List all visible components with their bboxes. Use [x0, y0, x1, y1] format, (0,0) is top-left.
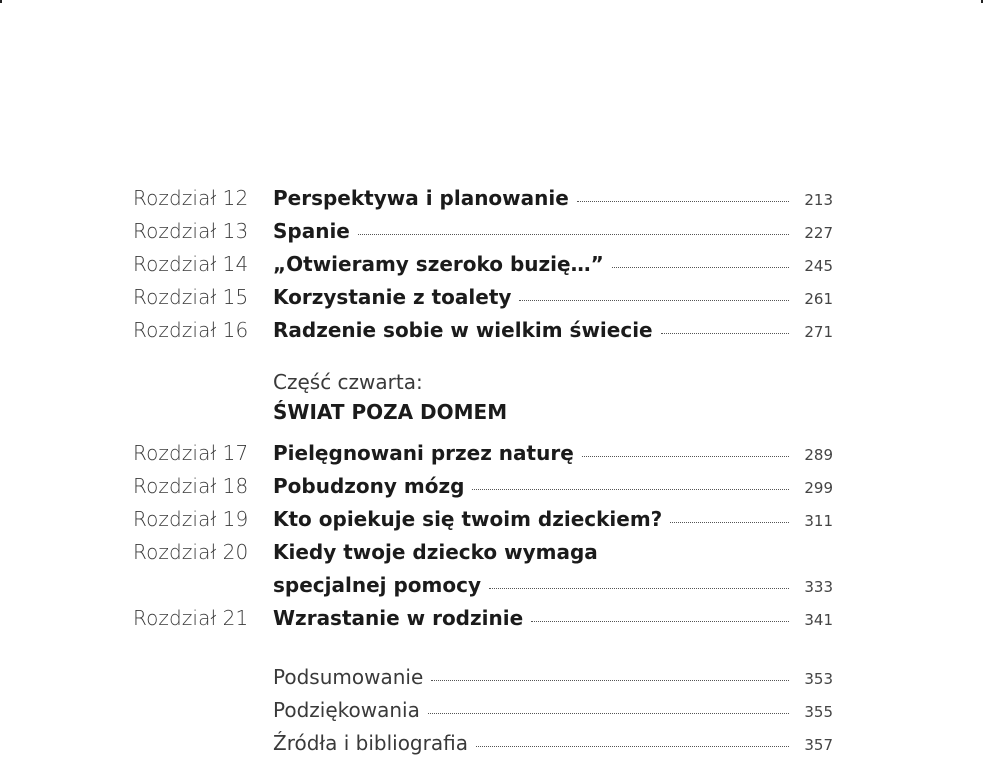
- page-number: 261: [804, 290, 833, 308]
- page-number: 289: [804, 446, 833, 464]
- chapter-number: Rozdział 15: [133, 285, 249, 309]
- chapter-number: Rozdział 20: [133, 540, 249, 564]
- chapter-title: Pobudzony mózg: [273, 474, 465, 498]
- toc-entry-chapter-14[interactable]: [133, 249, 833, 282]
- dot-leader: [661, 333, 789, 334]
- part-title: ŚWIAT POZA DOMEM: [273, 400, 508, 424]
- dot-leader: [431, 680, 789, 681]
- chapter-number: Rozdział 16: [133, 318, 249, 342]
- toc-entry-chapter-21[interactable]: [133, 603, 833, 636]
- toc-entry-chapter-17[interactable]: [133, 438, 833, 471]
- chapter-title: „Otwieramy szeroko buzię…”: [273, 252, 604, 276]
- dot-leader: [428, 713, 789, 714]
- page-number: 357: [804, 736, 833, 754]
- page-number: 353: [804, 670, 833, 688]
- toc-entry-chapter-12[interactable]: [133, 183, 833, 216]
- table-of-contents: [133, 183, 833, 761]
- dot-leader: [519, 300, 789, 301]
- back-matter-title: Podsumowanie: [273, 665, 424, 689]
- chapter-number: Rozdział 17: [133, 441, 249, 465]
- chapter-title: Wzrastanie w rodzinie: [273, 606, 524, 630]
- page-number: 245: [804, 257, 833, 275]
- chapter-number: Rozdział 14: [133, 252, 249, 276]
- chapter-title: Kto opiekuje się twoim dzieckiem?: [273, 507, 663, 531]
- chapter-number: Rozdział 19: [133, 507, 249, 531]
- section-gap: [133, 348, 833, 370]
- page-number: 271: [804, 323, 833, 341]
- toc-entry-chapter-19[interactable]: [133, 504, 833, 537]
- toc-entry-chapter-13[interactable]: [133, 216, 833, 249]
- page-number: 213: [804, 191, 833, 209]
- toc-entry-chapter-15[interactable]: [133, 282, 833, 315]
- toc-entry-sources-bibliography[interactable]: [133, 728, 833, 761]
- toc-entry-summary[interactable]: [133, 662, 833, 695]
- chapter-title: Perspektywa i planowanie: [273, 186, 569, 210]
- section-gap: [133, 636, 833, 662]
- dot-leader: [476, 746, 789, 747]
- back-matter-title: Źródła i bibliografia: [273, 731, 468, 755]
- dot-leader: [358, 234, 789, 235]
- chapter-number: Rozdział 18: [133, 474, 249, 498]
- chapter-title: Radzenie sobie w wielkim świecie: [273, 318, 653, 342]
- chapter-title: Pielęgnowani przez naturę: [273, 441, 574, 465]
- chapter-title-line-2: specjalnej pomocy: [273, 573, 481, 597]
- toc-entry-chapter-16[interactable]: [133, 315, 833, 348]
- chapter-title-line-1: Kiedy twoje dziecko wymaga: [273, 540, 598, 564]
- dot-leader: [612, 267, 789, 268]
- page-number: 311: [804, 512, 833, 530]
- dot-leader: [531, 621, 789, 622]
- chapter-title: Korzystanie z toalety: [273, 285, 512, 309]
- toc-entry-chapter-20[interactable]: [133, 537, 833, 570]
- page-number: 227: [804, 224, 833, 242]
- chapter-number: Rozdział 12: [133, 186, 249, 210]
- chapter-number: Rozdział 13: [133, 219, 249, 243]
- dot-leader: [577, 201, 789, 202]
- page-number: 333: [804, 578, 833, 596]
- toc-entry-chapter-18[interactable]: [133, 471, 833, 504]
- dot-leader: [670, 522, 789, 523]
- page-number: 355: [804, 703, 833, 721]
- page-number: 299: [804, 479, 833, 497]
- page-number: 341: [804, 611, 833, 629]
- toc-entry-acknowledgements[interactable]: [133, 695, 833, 728]
- part-heading: [273, 370, 833, 430]
- part-subtitle: Część czwarta:: [273, 370, 423, 394]
- page-corner-mark-left: [0, 0, 2, 3]
- back-matter-title: Podziękowania: [273, 698, 420, 722]
- dot-leader: [582, 456, 789, 457]
- dot-leader: [472, 489, 789, 490]
- toc-entry-chapter-20-continued[interactable]: [133, 570, 833, 603]
- chapter-title: Spanie: [273, 219, 350, 243]
- dot-leader: [489, 588, 789, 589]
- chapter-number: Rozdział 21: [133, 606, 249, 630]
